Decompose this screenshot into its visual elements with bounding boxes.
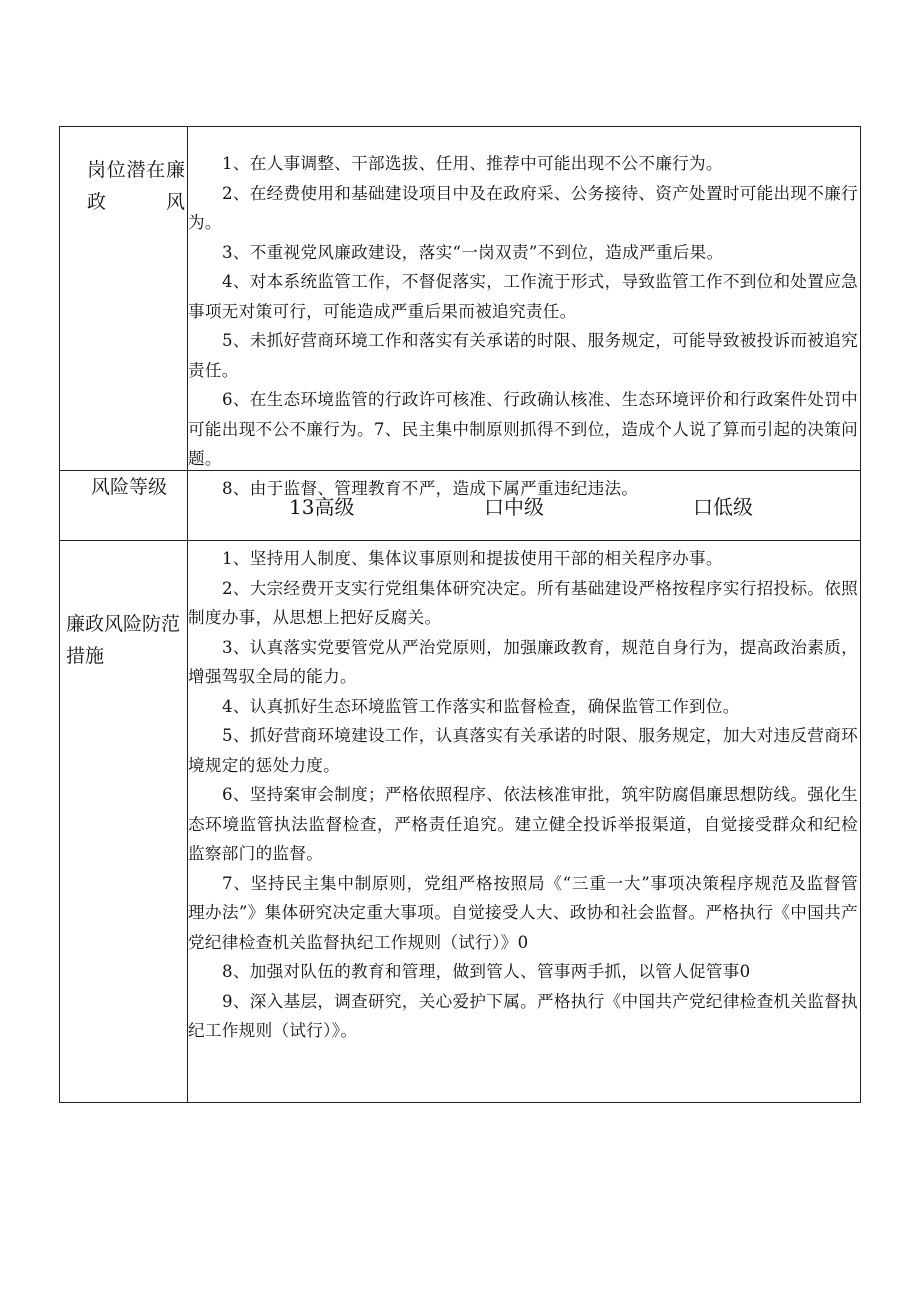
potential-risk-row [60, 127, 861, 471]
prevention-item: 7、坚持民主集中制原则，党组严格按照局《“三重一大”事项决策程序规范及监督管理办法”》集体研究决定重大事项。自觉接受人大、政协和社会监督。严格执行《中国共产党纪律检查机关监督执纪工作规则（试行）》0 [188, 873, 858, 952]
prevention-item: 8、加强对队伍的教育和管理，做到管人、管事两手抓，以管人促管事0 [222, 962, 751, 981]
prevention-item: 9、深入基层，调查研究，关心爱护下属。严格执行《中国共产党纪律检查机关监督执纪工作规则（试行）》。 [188, 991, 858, 1040]
prevention-label-cell [60, 541, 188, 1103]
prevention-item: 4、认真抓好生态环境监管工作落实和监督检查，确保监管工作到位。 [222, 696, 740, 716]
prevention-item: 2、大宗经费开支实行党组集体研究决定。所有基础建设严格按程序实行招投标。依照制度办事，从思想上把好反腐关。 [188, 578, 858, 627]
risk-item: 5、未抓好营商环境工作和落实有关承诺的时限、服务规定，可能导致被投诉而被追究责任。 [188, 331, 858, 380]
potential-risk-content-cell [188, 127, 861, 498]
prevention-item: 6、坚持案审会制度；严格依照程序、依法核准审批，筑牢防腐倡廉思想防线。强化生态环境监管执法监督检查，严格责任追究。建立健全投诉举报渠道，自觉接受群众和纪检监察部门的监督。 [188, 785, 858, 863]
prevention-content-cell [188, 541, 861, 1103]
prevention-item: 3、认真落实党要管党从严治党原则，加强廉政教育，规范自身行为，提高政治素质，增强驾驭全局的能力。 [188, 637, 858, 686]
prevention-list [188, 541, 860, 1102]
risk-item: 4、对本系统监管工作，不督促落实，工作流于形式，导致监管工作不到位和处置应急事项无对策可行，可能造成严重后果而被追究责任。 [188, 272, 858, 321]
risk-item: 2、在经费使用和基础建设项目中及在政府采、公务接待、资产处置时可能出现不廉行为。 [188, 183, 858, 232]
level-high-option: 13高级 [289, 495, 355, 519]
potential-risk-label: 岗位潜在廉政风 [87, 159, 185, 213]
potential-risk-label-cell [60, 127, 188, 471]
risk-item: 1、在人事调整、干部选拔、任用、推荐中可能出现不公不廉行为。 [222, 154, 723, 173]
risk-level-row [60, 471, 861, 541]
risk-level-content-cell [188, 471, 861, 541]
risk-level-label-cell [60, 471, 188, 541]
prevention-item: 5、抓好营商环境建设工作，认真落实有关承诺的时限、服务规定，加大对违反营商环境规定的惩处力度。 [188, 726, 858, 775]
level-low-option: 口低级 [693, 495, 753, 519]
risk-item: 6、在生态环境监管的行政许可核准、行政确认核准、生态环境评价和行政案件处罚中可能出现不公不廉行为。7、民主集中制原则抓得不到位，造成个人说了算而引起的决策问题。 [188, 390, 858, 468]
risk-item: 8、由于监督、管理教育不严，造成下属严重违纪违法。 [222, 478, 639, 498]
prevention-item: 1、坚持用人制度、集体议事原则和提拔使用干部的相关程序办事。 [222, 549, 723, 568]
prevention-label: 廉政风险防范措施 [66, 613, 181, 667]
level-medium-option: 口中级 [484, 495, 544, 519]
risk-level-label: 风险等级 [90, 476, 167, 498]
potential-risk-list [188, 127, 860, 498]
prevention-row [60, 541, 861, 1103]
risk-level-options [188, 471, 860, 540]
risk-table [59, 126, 861, 1103]
risk-item: 3、不重视党风廉政建设，落实“一岗双责”不到位，造成严重后果。 [222, 242, 724, 262]
